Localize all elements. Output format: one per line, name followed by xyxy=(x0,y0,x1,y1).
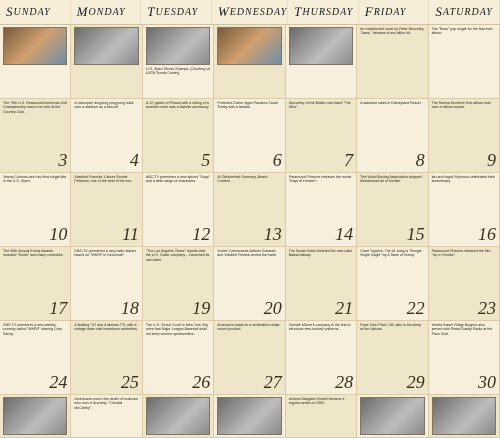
day-number: 7 xyxy=(344,150,354,170)
weekday-friday xyxy=(359,0,430,24)
weekday-rest: ATURDAY xyxy=(442,6,493,18)
calendar-cell xyxy=(429,173,500,247)
event-text: A helicopter dropping ping-pong balls onto a stadium as a kick-off. xyxy=(74,101,134,110)
weekday-initial: F xyxy=(364,4,374,19)
day-number: 21 xyxy=(335,298,354,318)
day-number: 17 xyxy=(49,298,68,318)
day-number: 30 xyxy=(478,372,496,392)
event-text: An established novel by Peter Benchley, "Jaws," became a box office hit. xyxy=(360,27,425,36)
calendar-cell xyxy=(71,99,142,173)
event-text: A floating 747 and a famous TTL with a vintage diner visit hometown celebrities. xyxy=(74,323,138,332)
event-text: The 30th Annual Emmy Awards included "Roots" and many comedies. xyxy=(3,249,64,258)
day-number: 28 xyxy=(335,372,354,392)
calendar-cell xyxy=(71,173,142,247)
event-text: "The Los Angeles Times" reports that the U.S. Guitar company... Launched its own label. xyxy=(145,249,210,262)
day-number: 22 xyxy=(406,298,425,318)
day-number: 3 xyxy=(58,150,68,170)
day-number: 6 xyxy=(272,150,282,170)
day-number: 4 xyxy=(129,150,139,170)
event-text: A standout sales in Disneyland Resort. xyxy=(360,101,422,105)
day-number: 29 xyxy=(406,372,425,392)
event-text: Actress Margaret Sowell became a regular series on CBS. xyxy=(288,397,345,406)
weekday-rest: UESDAY xyxy=(155,6,199,18)
event-text: Chart Toppers: The #1 song is "Boogie Oogie Oogie" by A Taste of Honey. xyxy=(360,249,422,258)
calendar-cell xyxy=(0,321,71,395)
day-number: 13 xyxy=(263,224,282,244)
event-photo xyxy=(360,397,424,435)
calendar-cell xyxy=(357,321,428,395)
event-photo xyxy=(3,27,67,65)
weekday-rest: RIDAY xyxy=(373,6,407,18)
calendar-cell xyxy=(286,25,357,99)
calendar-cell xyxy=(429,247,500,321)
event-text: America is made to a multimillion dollar record product. xyxy=(217,323,280,332)
event-photo xyxy=(432,397,496,435)
calendar-cell xyxy=(143,173,214,247)
calendar-cell xyxy=(214,173,285,247)
event-text: Paramount Pictures released the film "Up In Smoke". xyxy=(431,249,491,258)
day-number: 15 xyxy=(406,224,425,244)
weekday-initial: S xyxy=(6,4,14,19)
event-text: ABC-TV premieres a new sitcom "Soap" and a wide range of characters. xyxy=(145,175,210,184)
event-text: Pope John Paul I, 65, dies in his sleep at the Vatican. xyxy=(360,323,422,332)
day-number: 27 xyxy=(263,372,282,392)
event-photo xyxy=(289,27,353,65)
weekday-initial: T xyxy=(147,4,156,19)
event-photo xyxy=(217,27,281,65)
day-number: 25 xyxy=(120,372,139,392)
day-number: 9 xyxy=(487,150,496,170)
event-text: Ian and Ingrid Seymour celebrated their anniversary. xyxy=(431,175,495,184)
event-text: The 70th U.S. Restaurant Americas Golf Championship was to be held at the Country Club. xyxy=(3,101,68,114)
event-text: The Soviet Union finished the new Lake Baikal railway. xyxy=(288,249,353,258)
calendar-cell xyxy=(214,247,285,321)
calendar-cell xyxy=(429,321,500,395)
calendar-cell xyxy=(286,395,357,438)
day-number: 26 xyxy=(192,372,211,392)
calendar-cell xyxy=(429,395,500,438)
weekday-rest: HURSDAY xyxy=(302,6,354,18)
event-photo xyxy=(3,397,67,435)
event-text: The U.S. Circuit Court in New York City rules that Major League Baseball shall not keep women sportswriters. xyxy=(145,323,209,336)
calendar-cell xyxy=(357,247,428,321)
weekday-tuesday xyxy=(141,0,212,24)
event-text: U.S. Open Tennis Champs. (Courtesy of USTA Tennis Center) xyxy=(145,67,210,76)
event-photo xyxy=(74,27,138,65)
event-text: Paramount Pictures releases the movie "Days of Heaven". xyxy=(288,175,352,184)
weekday-initial: M xyxy=(76,4,89,19)
event-text: A 1/7 gallon of Pinaud with a rolling of a scented comb was a favorite accessory. xyxy=(145,101,210,110)
event-text: CBS-TV premieres a new weekly comedy called "WKRP" starring Gary Sandy. xyxy=(3,323,63,336)
event-text: At Oktoberfest Germany, Beard Contest. xyxy=(217,175,268,184)
calendar-cell xyxy=(71,25,142,99)
event-text: The "Boss" pop single for the first ever album. xyxy=(431,27,493,36)
day-number: 12 xyxy=(192,224,211,244)
event-photo xyxy=(146,397,210,435)
weekday-saturday xyxy=(429,0,500,24)
event-text: President Carter signs Panama Canal Treaty with a fanfare. xyxy=(217,101,278,110)
weekday-initial: W xyxy=(217,4,230,19)
calendar-cell xyxy=(143,321,214,395)
event-text: Christie Moore's company is the first to introduce new hockey uniforms. xyxy=(288,323,351,332)
calendar-cell xyxy=(357,173,428,247)
calendar-cell xyxy=(143,247,214,321)
weekday-rest: EDNESDAY xyxy=(229,6,288,18)
day-number: 24 xyxy=(49,372,68,392)
calendar-cell xyxy=(286,173,357,247)
event-text: Jimmy Connors won his third single title in the U.S. Open. xyxy=(3,175,67,184)
calendar-cell xyxy=(429,25,500,99)
calendar-cell xyxy=(143,395,214,438)
event-text: Americans mourn the death of musician who won a Grammy, "Chuckie McCarthy". xyxy=(74,397,138,410)
weekday-initial: T xyxy=(294,4,303,19)
calendar-cell xyxy=(429,99,500,173)
calendar-cell xyxy=(0,395,71,438)
event-text: The World Boxing Association stripped Muhammad Ali of his title. xyxy=(360,175,422,184)
event-text: Hearts Kaiser Ridge Burgers also served with Pinkel Daddy Radio at the Pace Club. xyxy=(431,323,493,336)
day-number: 16 xyxy=(478,224,496,244)
calendar-cell xyxy=(286,247,357,321)
event-text: CBS-TV premiered a new radio station based on "WKRP in Cincinnati". xyxy=(74,249,136,258)
calendar-cell xyxy=(71,247,142,321)
day-number: 5 xyxy=(201,150,211,170)
weekday-wednesday xyxy=(212,0,288,24)
calendar-cell xyxy=(214,25,285,99)
weekday-thursday xyxy=(288,0,359,24)
calendar-cell xyxy=(214,99,285,173)
event-text: Swedish Formula 1 driver Ronnie Peterson, one of the best of the era. xyxy=(74,175,132,184)
calendar-cell xyxy=(357,25,428,99)
calendar-cell xyxy=(143,25,214,99)
day-number: 20 xyxy=(263,298,282,318)
calendar-cell xyxy=(286,99,357,173)
calendar-cell xyxy=(71,321,142,395)
day-number: 11 xyxy=(122,224,139,244)
weekday-rest: UNDAY xyxy=(13,6,51,18)
weekday-sunday xyxy=(0,0,71,24)
weekday-header xyxy=(0,0,500,24)
event-photo xyxy=(217,397,281,435)
event-text: Discovery of the British rock band "The Who". xyxy=(288,101,351,110)
event-text: Soviet Cosmonauts Aleksei Gubarev and Vladimir Remek circled the earth. xyxy=(217,249,278,258)
weekday-initial: S xyxy=(435,4,443,19)
calendar-cell xyxy=(357,99,428,173)
calendar-cell xyxy=(0,173,71,247)
event-text: The Ramos Brothers' first album sold over a million copies. xyxy=(431,101,491,110)
day-number: 14 xyxy=(335,224,354,244)
calendar-cell xyxy=(0,99,71,173)
calendar-cell xyxy=(71,395,142,438)
calendar-cell xyxy=(286,321,357,395)
weekday-rest: ONDAY xyxy=(88,6,126,18)
day-number: 8 xyxy=(415,150,425,170)
event-photo xyxy=(146,27,210,65)
calendar-cell xyxy=(143,99,214,173)
calendar-cell xyxy=(0,247,71,321)
calendar-cell xyxy=(214,395,285,438)
calendar-grid xyxy=(0,24,500,438)
calendar-cell xyxy=(357,395,428,438)
calendar-cell xyxy=(214,321,285,395)
day-number: 10 xyxy=(49,224,68,244)
day-number: 18 xyxy=(120,298,139,318)
day-number: 23 xyxy=(478,298,496,318)
day-number: 19 xyxy=(192,298,211,318)
calendar-cell xyxy=(0,25,71,99)
weekday-monday xyxy=(71,0,142,24)
